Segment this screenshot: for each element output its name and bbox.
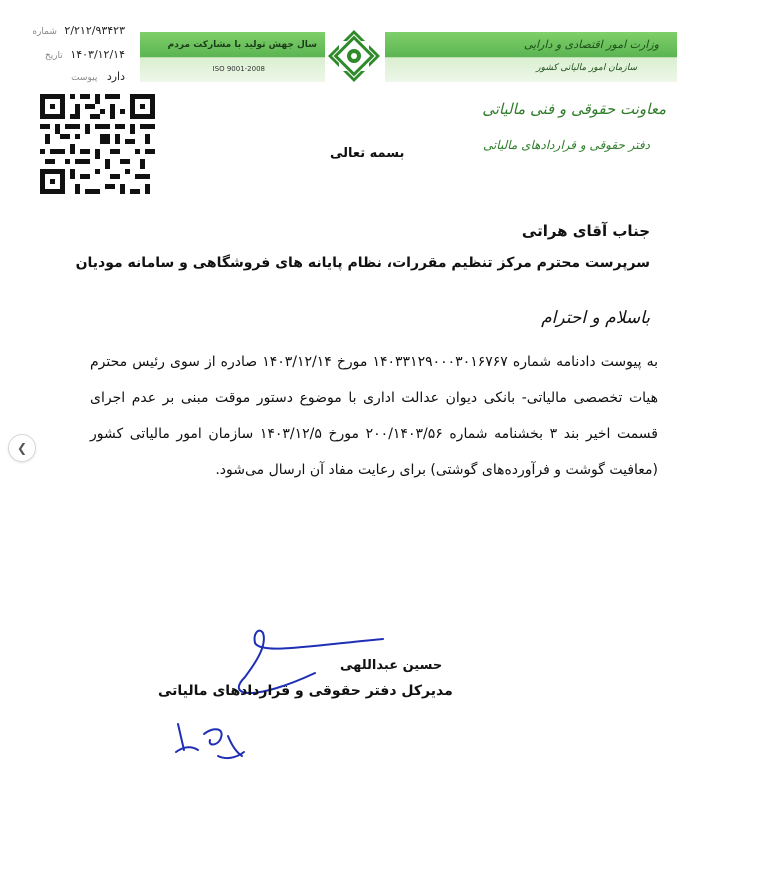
bismillah-heading: بسمه تعالی (330, 146, 405, 161)
tax-organization-emblem-icon (325, 27, 383, 85)
header-organization: سازمان امور مالیاتی کشور (536, 63, 637, 73)
addressee-title: سرپرست محترم مرکز تنظیم مقررات، نظام پایانه های فروشگاهی و سامانه مودیان (75, 255, 650, 271)
letter-attachment-row (60, 70, 125, 83)
signatory-name: حسین عبداللهی (340, 658, 443, 673)
letter-number-row (32, 24, 125, 37)
letter-date-value: ۱۴۰۳/۱۲/۱۴ (70, 48, 125, 61)
department-title: دفتر حقوقی و قراردادهای مالیاتی (482, 138, 650, 152)
addressee-name: جناب آقای هراتی (521, 222, 650, 240)
letter-body: به پیوست دادنامه شماره ۱۴۰۳۳۱۲۹۰۰۰۳۰۱۶۷۶۷ مورخ ۱۴۰۳/۱۲/۱۴ صادره از سوی رئیس محترم هیات تخصصی مالیاتی- بانکی دیوان عدالت اداری با موضوع دستور موقت مبنی بر عدم اجرای قسمت اخیر بند ۳ بخشنامه شماره ۲۰۰/۱۴۰۳/۵۶ مورخ ۱۴۰۳/۱۲/۵ سازمان امور مالیاتی کشور (معافیت گوشت و فرآورده‌های گوشتی) برای رعایت مفاد آن ارسال می‌شود. (90, 354, 658, 478)
letter-attachment-label: پیوست (71, 73, 98, 83)
letter-date-row (40, 48, 125, 61)
signatory-title: مدیرکل دفتر حقوقی و قراردادهای مالیاتی (158, 683, 453, 699)
header-band-right (385, 32, 677, 82)
initials-handwriting (170, 716, 250, 762)
header-motto: سال جهش تولید با مشارکت مردم (167, 40, 317, 50)
greeting: باسلام و احترام (541, 308, 650, 328)
qr-code (40, 94, 155, 194)
chevron-left-icon: ❮ (16, 441, 28, 455)
previous-slide-button[interactable] (8, 434, 36, 462)
header-iso: ISO 9001-2008 (212, 65, 265, 73)
letter-date-label: تاریخ (44, 51, 63, 61)
letter-attachment-value: دارد (106, 70, 125, 83)
letter-number-label: شماره (32, 27, 57, 37)
letter-number-value: ۲/۲۱۲/۹۳۴۲۳ (64, 24, 125, 37)
header-band-left (140, 32, 325, 82)
deputy-title: معاونت حقوقی و فنی مالیاتی (482, 100, 666, 118)
header-ministry: وزارت امور اقتصادی و دارایی (523, 38, 659, 51)
